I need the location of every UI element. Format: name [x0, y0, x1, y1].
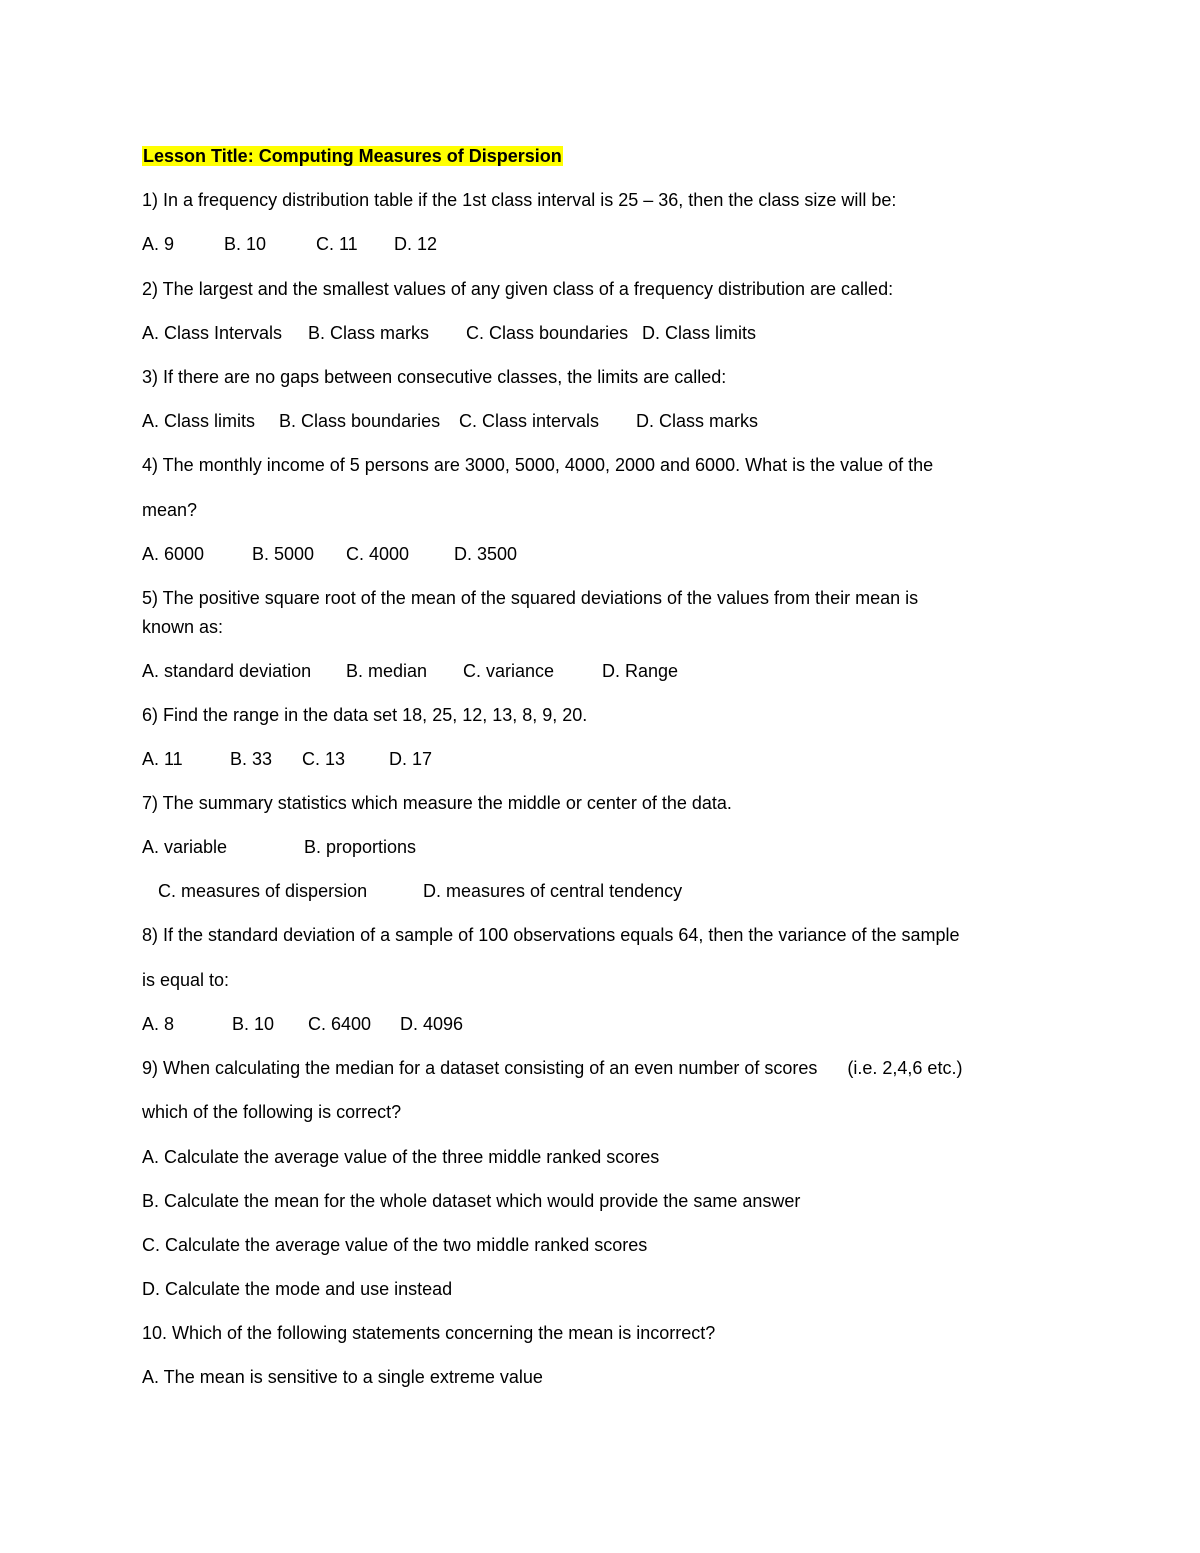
- question-3: 3) If there are no gaps between consecutive classes, the limits are called:: [142, 367, 727, 387]
- question-9-line-1: [142, 1057, 962, 1079]
- q9-option-d: D. Calculate the mode and use instead: [142, 1279, 453, 1299]
- q9-option-c: C. Calculate the average value of the two middle ranked scores: [142, 1235, 648, 1255]
- q4-option-b: B. 5000: [252, 544, 315, 564]
- q6-option-a: A. 11: [142, 749, 183, 769]
- q1-option-d: D. 12: [394, 234, 438, 254]
- question-5-line-2: known as:: [142, 617, 224, 637]
- q3-option-b: B. Class boundaries: [279, 411, 441, 431]
- q9-option-a: A. Calculate the average value of the three middle ranked scores: [142, 1147, 660, 1167]
- question-1: 1) In a frequency distribution table if the 1st class interval is 25 – 36, then the class size will be:: [142, 190, 897, 210]
- question-9-line-2: which of the following is correct?: [142, 1102, 402, 1122]
- question-9-example: (i.e. 2,4,6 etc.): [847, 1058, 963, 1078]
- question-4-line-2: mean?: [142, 500, 198, 520]
- question-4-line-1: 4) The monthly income of 5 persons are 3000, 5000, 4000, 2000 and 6000. What is the value of the: [142, 455, 934, 475]
- question-3-options: [142, 410, 758, 432]
- q2-option-b: B. Class marks: [308, 323, 430, 343]
- q10-option-a: A. The mean is sensitive to a single extreme value: [142, 1367, 543, 1387]
- q2-option-a: A. Class Intervals: [142, 323, 283, 343]
- q5-option-c: C. variance: [463, 661, 555, 681]
- q9-option-b: B. Calculate the mean for the whole dataset which would provide the same answer: [142, 1191, 801, 1211]
- question-6-options: [142, 748, 432, 770]
- q8-option-c: C. 6400: [308, 1014, 372, 1034]
- q8-option-d: D. 4096: [400, 1014, 464, 1034]
- question-1-options: [142, 233, 437, 255]
- q2-option-c: C. Class boundaries: [466, 323, 629, 343]
- question-2-options: [142, 322, 756, 344]
- q8-option-a: A. 8: [142, 1014, 175, 1034]
- q1-option-c: C. 11: [316, 234, 358, 254]
- q7-option-d: D. measures of central tendency: [423, 881, 683, 901]
- question-5-options: [142, 660, 678, 682]
- lesson-title: Lesson Title: Computing Measures of Dispersion: [143, 146, 562, 166]
- question-5-line-1: 5) The positive square root of the mean of the squared deviations of the values from their mean is: [142, 588, 919, 608]
- q5-option-a: A. standard deviation: [142, 661, 312, 681]
- q8-option-b: B. 10: [232, 1014, 275, 1034]
- q6-option-b: B. 33: [230, 749, 273, 769]
- q7-option-b: B. proportions: [304, 837, 417, 857]
- q3-option-d: D. Class marks: [636, 411, 759, 431]
- question-8-line-1: 8) If the standard deviation of a sample of 100 observations equals 64, then the variance of the sample: [142, 925, 960, 945]
- q5-option-d: D. Range: [602, 661, 679, 681]
- q4-option-d: D. 3500: [454, 544, 518, 564]
- question-2: 2) The largest and the smallest values of any given class of a frequency distribution are called:: [142, 279, 894, 299]
- q5-option-b: B. median: [346, 661, 428, 681]
- question-9-text: 9) When calculating the median for a dataset consisting of an even number of scores: [142, 1058, 818, 1078]
- q1-option-a: A. 9: [142, 234, 175, 254]
- q7-option-c: C. measures of dispersion: [158, 881, 368, 901]
- question-8-options: [142, 1013, 463, 1035]
- q3-option-a: A. Class limits: [142, 411, 256, 431]
- q1-option-b: B. 10: [224, 234, 267, 254]
- question-7: 7) The summary statistics which measure the middle or center of the data.: [142, 793, 732, 813]
- question-7-options-row-2: [158, 880, 682, 902]
- q4-option-c: C. 4000: [346, 544, 410, 564]
- question-6: 6) Find the range in the data set 18, 25, 12, 13, 8, 9, 20.: [142, 705, 588, 725]
- q7-option-a: A. variable: [142, 837, 228, 857]
- question-8-line-2: is equal to:: [142, 970, 230, 990]
- q6-option-c: C. 13: [302, 749, 346, 769]
- question-7-options-row-1: [142, 836, 416, 858]
- lesson-title-line: [142, 145, 563, 167]
- question-4-options: [142, 543, 517, 565]
- q2-option-d: D. Class limits: [642, 323, 757, 343]
- question-10: 10. Which of the following statements concerning the mean is incorrect?: [142, 1323, 716, 1343]
- q4-option-a: A. 6000: [142, 544, 205, 564]
- q3-option-c: C. Class intervals: [459, 411, 600, 431]
- q6-option-d: D. 17: [389, 749, 433, 769]
